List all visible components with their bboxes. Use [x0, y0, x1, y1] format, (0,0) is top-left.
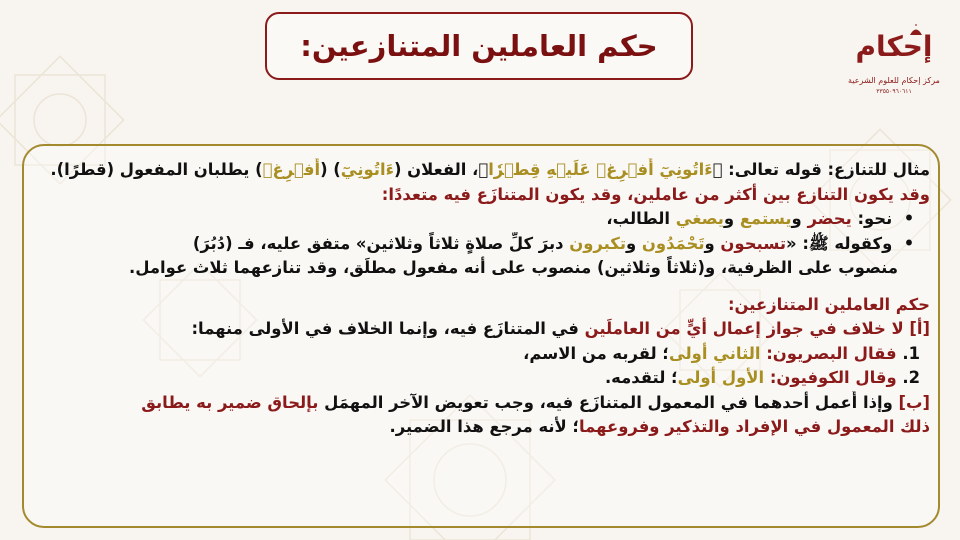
logo: [840, 24, 948, 94]
item-1-pre: فقال البصريون:: [760, 343, 903, 363]
bullet-2-word-3: تكبرون: [569, 233, 626, 253]
verb-1: ءَاتُونِيٓ: [340, 160, 394, 179]
numbered-item: [34, 342, 930, 367]
item-1-highlight: الثاني أولى: [668, 343, 761, 363]
bullet-1-word-2: يستمع: [739, 209, 792, 228]
point-a-text: في المتنازَع فيه، وإنما الخلاف في الأولى منهما:: [191, 319, 585, 338]
logo-subtitle: مركز إحكام للعلوم الشرعية: [848, 76, 940, 85]
item-2-pre: وقال الكوفيون:: [764, 368, 903, 387]
title-banner: [265, 12, 693, 80]
slide-title: حكم العاملين المتنازعين:: [300, 29, 658, 63]
item-2-post: ؛ لتقدمه.: [604, 368, 678, 387]
example-intro: مثال للتنازع: قوله تعالى: ﴿: [712, 160, 930, 179]
bullet-1-word-1: يحضر: [807, 209, 852, 228]
point-a: [34, 317, 930, 342]
point-b-cont-text: ؛ لأنه مرجع هذا الضمير.: [389, 417, 580, 436]
bullet-2-continuation: منصوب على الظرفية، و(ثلاثاً وثلاثين) منصوب على أنه مفعول مطلَق، وقد تنازعهما ثلاث عوامل.: [129, 258, 898, 277]
example-sep: ) (: [320, 160, 341, 179]
point-b-cont-highlight: ذلك المعمول في الإفراد والتذكير وفروعهما: [579, 417, 930, 436]
point-a-label: [أ]: [909, 319, 930, 338]
example-verse: ءَاتُونِيٓ أُفۡرِغۡ عَلَيۡهِ قِطۡرٗا: [488, 160, 713, 179]
numbered-item: [34, 366, 930, 391]
ruling-heading: حكم العاملين المتنازعين:: [728, 294, 930, 314]
bullet-2-word-2: تَحْمَدُون: [641, 233, 705, 253]
item-1-post: ؛ لقربه من الاسم،: [523, 343, 669, 363]
point-b-highlight: بإلحاق ضمير به يطابق: [141, 392, 319, 412]
bullet-1-word-3: يصغي: [675, 209, 724, 228]
point-b-continuation: [34, 415, 930, 440]
logo-number: ٣٣٥٥٠٩٦٠٦١١: [876, 88, 912, 95]
bullet-item: [34, 232, 930, 257]
example-end: ) يطلبان المفعول (قطرًا).: [50, 160, 263, 179]
conj: و: [723, 209, 740, 228]
point-b-label: [ب]: [898, 392, 930, 412]
bullet-item: [34, 207, 930, 232]
logo-name: إحكام: [855, 30, 933, 63]
bullet-2-post: دبرَ كلِّ صلاةٍ ثلاثاً وثلاثين» متفق عليه، فـ (دُبُرَ): [192, 233, 570, 253]
item-2-number: 2.: [902, 368, 920, 387]
conj: و: [791, 209, 808, 228]
example-mid: ﴾، الفعلان (: [393, 160, 489, 179]
conj: و: [626, 233, 642, 253]
bullet-1-pre: نحو:: [851, 209, 893, 228]
bullet-2-pre: وكقوله ﷺ: «: [786, 233, 893, 253]
content-text: [34, 158, 930, 440]
multi-note: وقد يكون التنازع بين أكثر من عاملين، وقد يكون المتنازَع فيه متعددًا:: [381, 184, 930, 204]
point-a-highlight: لا خلاف في جواز إعمال أيٍّ من العاملَين: [584, 319, 910, 338]
example-line: [34, 158, 930, 183]
item-2-highlight: الأول أولى: [677, 368, 765, 387]
item-1-number: 1.: [902, 343, 920, 363]
verb-2: أُفۡرِغۡ: [262, 160, 321, 179]
bullet-2-word-1: تسبحون: [720, 233, 787, 253]
bullet-1-post: الطالب،: [606, 209, 676, 228]
conj: و: [704, 233, 721, 253]
point-b-text: وإذا أُعمل أحدهما في المعمول المتنازَع فيه، وجب تعويض الآخر المهمَل: [318, 392, 899, 412]
point-b: [34, 391, 930, 416]
